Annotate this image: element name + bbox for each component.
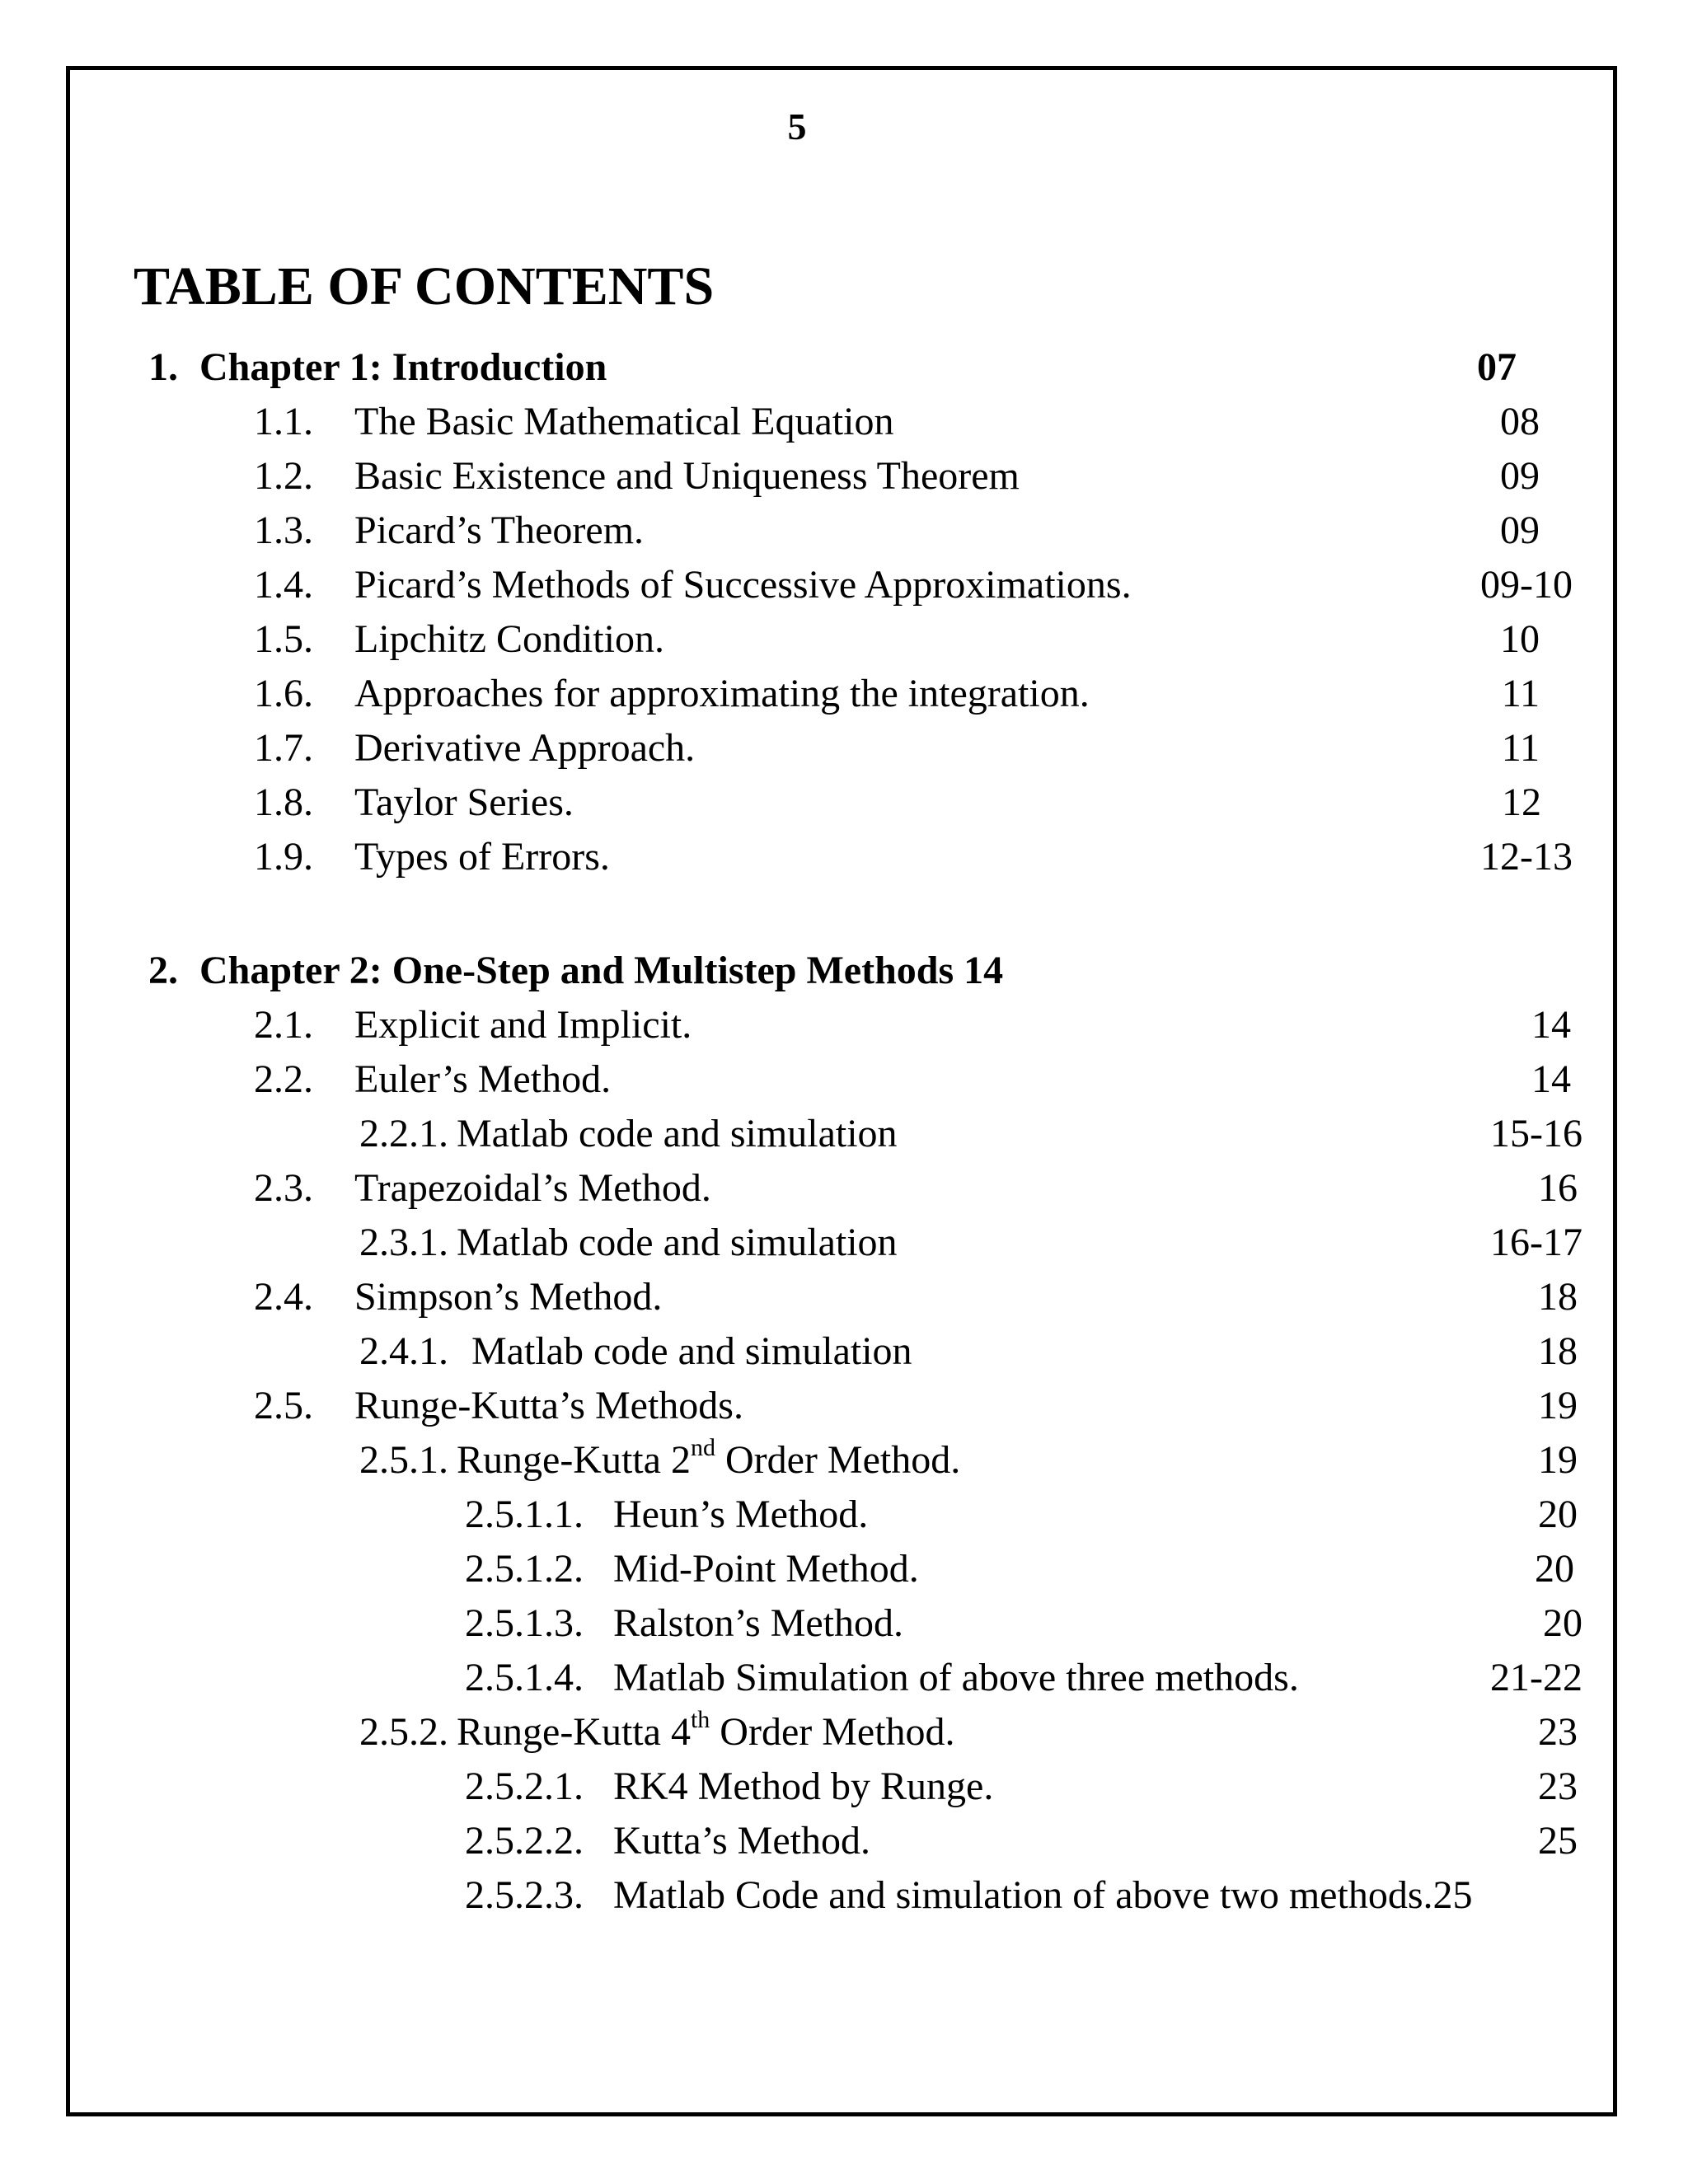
toc-entry-1-2[interactable] xyxy=(254,453,1540,499)
entry-label: Picard’s Methods of Successive Approximations. xyxy=(354,563,1132,607)
toc-entry-2-2[interactable] xyxy=(254,1057,1571,1103)
entry-number: 1.3. xyxy=(254,509,313,552)
toc-entry-1-3[interactable] xyxy=(254,508,1540,554)
ordinal-suffix: nd xyxy=(690,1434,715,1461)
entry-label: Explicit and Implicit. xyxy=(354,1003,692,1047)
toc-entry-2-2-1[interactable] xyxy=(359,1111,1582,1157)
entry-label: Heun’s Method. xyxy=(613,1493,869,1536)
entry-page: 12 xyxy=(1502,780,1541,824)
entry-label: Taylor Series. xyxy=(354,780,574,824)
entry-label: Derivative Approach. xyxy=(354,726,696,770)
entry-number: 1.7. xyxy=(254,726,313,770)
entry-page: 14 xyxy=(1531,1057,1571,1101)
entry-number: 2.5.2. xyxy=(359,1710,448,1754)
entry-page: 11 xyxy=(1501,672,1540,715)
label-text: Order Method. xyxy=(715,1438,961,1482)
toc-entry-2-5[interactable] xyxy=(254,1383,1578,1429)
entry-number: 2.5.2.2. xyxy=(465,1819,584,1863)
entry-label: Euler’s Method. xyxy=(354,1057,612,1101)
entry-page: 23 xyxy=(1538,1765,1578,1808)
entry-number: 1. xyxy=(148,345,178,389)
entry-number: 2.5. xyxy=(254,1384,313,1427)
entry-number: 2.2.1. xyxy=(359,1112,448,1155)
toc-entry-1-1[interactable] xyxy=(254,399,1540,445)
toc-entry-2-5-2-3[interactable] xyxy=(465,1872,1582,1919)
toc-entry-2-5-2[interactable] xyxy=(359,1706,1578,1755)
entry-page: 16 xyxy=(1538,1166,1578,1210)
entry-number: 1.2. xyxy=(254,454,313,498)
toc-entry-2-5-1-2[interactable] xyxy=(465,1546,1574,1592)
toc-entry-1-4[interactable] xyxy=(254,562,1573,608)
entry-page: 09 xyxy=(1500,454,1540,498)
toc-entry-2-5-1-1[interactable] xyxy=(465,1492,1578,1538)
entry-label: Lipchitz Condition. xyxy=(354,617,664,661)
entry-label xyxy=(457,1706,955,1755)
entry-number: 1.5. xyxy=(254,617,313,661)
entry-page: 19 xyxy=(1538,1384,1578,1427)
toc-entry-2-5-1[interactable] xyxy=(359,1434,1578,1483)
entry-label: RK4 Method by Runge. xyxy=(613,1765,994,1808)
toc-entry-1-7[interactable] xyxy=(254,725,1540,771)
toc-entry-2-4[interactable] xyxy=(254,1274,1578,1320)
entry-page: 11 xyxy=(1501,726,1540,770)
entry-label: Mid-Point Method. xyxy=(613,1547,919,1591)
entry-number: 2.5.1.1. xyxy=(465,1493,584,1536)
toc-entry-2-5-2-2[interactable] xyxy=(465,1818,1578,1864)
entry-number: 2.4. xyxy=(254,1275,313,1319)
entry-number: 2.5.1.4. xyxy=(465,1656,584,1699)
label-text: Runge-Kutta 2 xyxy=(457,1438,691,1482)
entry-page: 19 xyxy=(1538,1438,1578,1482)
entry-number: 2.4.1. xyxy=(359,1329,448,1373)
toc-entry-2-5-1-4[interactable] xyxy=(465,1655,1582,1701)
entry-number: 2.2. xyxy=(254,1057,313,1101)
page-number: 5 xyxy=(787,105,807,148)
entry-page: 09-10 xyxy=(1480,563,1573,607)
entry-label: Chapter 1: Introduction xyxy=(199,345,607,389)
toc-entry-2-5-1-3[interactable] xyxy=(465,1601,1582,1647)
entry-page: 20 xyxy=(1538,1493,1578,1536)
entry-page: 14 xyxy=(1531,1003,1571,1047)
toc-entry-1-9[interactable] xyxy=(254,834,1573,880)
entry-label: The Basic Mathematical Equation xyxy=(354,400,894,443)
entry-number: 2.5.1.2. xyxy=(465,1547,584,1591)
entry-label: Simpson’s Method. xyxy=(354,1275,663,1319)
toc-entry-chapter-2[interactable] xyxy=(148,948,1541,994)
entry-number: 1.6. xyxy=(254,672,313,715)
entry-number: 1.9. xyxy=(254,835,313,879)
entry-page: 21-22 xyxy=(1490,1656,1582,1699)
entry-label: Trapezoidal’s Method. xyxy=(354,1166,711,1210)
entry-label: Types of Errors. xyxy=(354,835,610,879)
entry-label: Matlab Simulation of above three methods. xyxy=(613,1656,1299,1699)
toc-entry-2-1[interactable] xyxy=(254,1002,1571,1048)
toc-entry-1-8[interactable] xyxy=(254,780,1541,826)
toc-entry-chapter-1[interactable] xyxy=(148,344,1541,391)
toc-entry-2-4-1[interactable] xyxy=(359,1329,1578,1375)
entry-page: 18 xyxy=(1538,1329,1578,1373)
entry-page: 18 xyxy=(1538,1275,1578,1319)
entry-page: 07 xyxy=(1477,345,1517,389)
entry-number: 1.4. xyxy=(254,563,313,607)
ordinal-suffix: th xyxy=(690,1706,710,1733)
toc-entry-2-5-2-1[interactable] xyxy=(465,1764,1578,1810)
entry-number: 2.5.2.1. xyxy=(465,1765,584,1808)
toc-entry-2-3-1[interactable] xyxy=(359,1220,1582,1266)
entry-number: 2. xyxy=(148,949,178,992)
toc-entry-1-5[interactable] xyxy=(254,616,1540,663)
entry-page: 08 xyxy=(1500,400,1540,443)
entry-label: Ralston’s Method. xyxy=(613,1601,904,1645)
entry-label: Chapter 2: One-Step and Multistep Methods 14 xyxy=(199,949,1004,992)
entry-number: 2.5.1. xyxy=(359,1438,448,1482)
entry-label: Runge-Kutta’s Methods. xyxy=(354,1384,743,1427)
entry-page: 16-17 xyxy=(1490,1221,1582,1264)
entry-label: Matlab code and simulation xyxy=(457,1221,898,1264)
entry-number: 1.1. xyxy=(254,400,313,443)
label-text: Runge-Kutta 4 xyxy=(457,1710,691,1754)
entry-label: Approaches for approximating the integration. xyxy=(354,672,1090,715)
entry-label: Basic Existence and Uniqueness Theorem xyxy=(354,454,1020,498)
entry-number: 2.1. xyxy=(254,1003,313,1047)
entry-label: Matlab Code and simulation of above two methods.25 xyxy=(613,1873,1473,1917)
entry-label: Kutta’s Method. xyxy=(613,1819,870,1863)
entry-page: 10 xyxy=(1500,617,1540,661)
entry-number: 2.3. xyxy=(254,1166,313,1210)
label-text: Order Method. xyxy=(710,1710,955,1754)
entry-page: 09 xyxy=(1500,509,1540,552)
entry-number: 2.5.2.3. xyxy=(465,1873,584,1917)
entry-page: 25 xyxy=(1538,1819,1578,1863)
entry-number: 1.8. xyxy=(254,780,313,824)
entry-label: Matlab code and simulation xyxy=(471,1329,912,1373)
entry-page: 20 xyxy=(1543,1601,1582,1645)
entry-label xyxy=(457,1434,961,1483)
entry-number: 2.3.1. xyxy=(359,1221,448,1264)
entry-label: Picard’s Theorem. xyxy=(354,509,645,552)
toc-title: TABLE OF CONTENTS xyxy=(134,256,715,316)
entry-number: 2.5.1.3. xyxy=(465,1601,584,1645)
entry-page: 12-13 xyxy=(1480,835,1573,879)
toc-entry-2-3[interactable] xyxy=(254,1165,1578,1212)
toc-entry-1-6[interactable] xyxy=(254,671,1540,717)
entry-page: 23 xyxy=(1538,1710,1578,1754)
entry-page: 15-16 xyxy=(1490,1112,1582,1155)
entry-label: Matlab code and simulation xyxy=(457,1112,898,1155)
entry-page: 20 xyxy=(1535,1547,1574,1591)
